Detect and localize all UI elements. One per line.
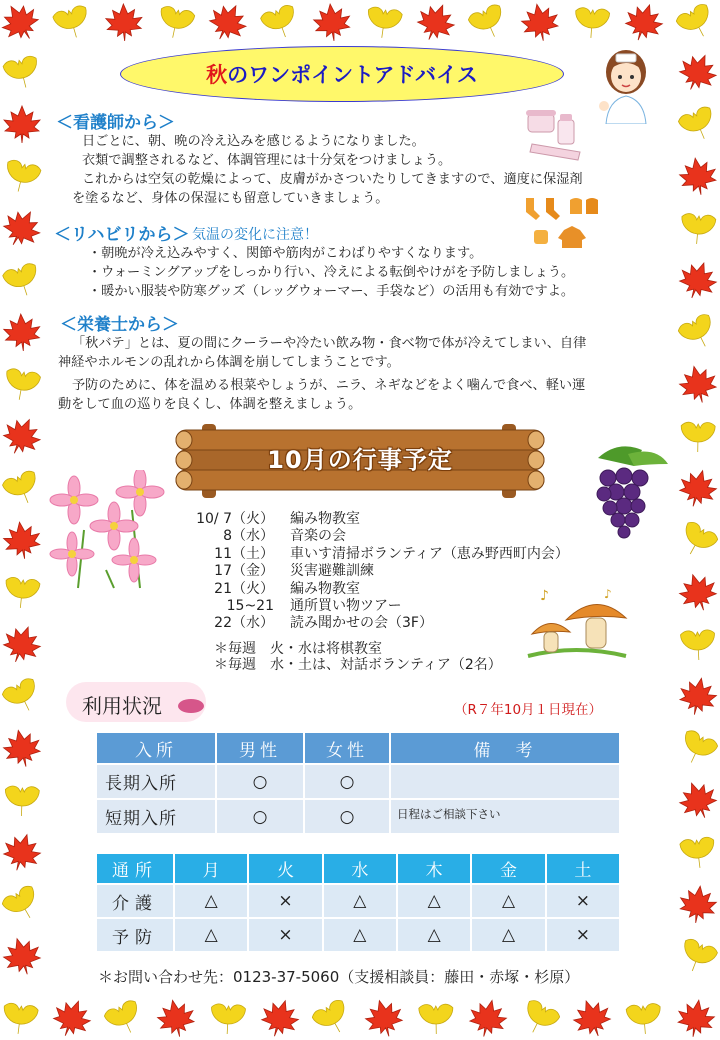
title-autumn-char: 秋 [206, 63, 228, 87]
event-row [178, 581, 569, 598]
grapes-icon [578, 440, 674, 540]
ginkgo-leaf-icon [572, 2, 612, 42]
cosmos-flowers-icon [44, 470, 174, 590]
event-date: 22（水） [214, 615, 274, 632]
table-header: 土 [546, 853, 620, 884]
maple-leaf-icon [2, 936, 42, 976]
ginkgo-leaf-icon [2, 884, 42, 924]
warm-clothing-icon [520, 194, 600, 250]
nurse-line-1: 日ごとに、朝、晩の冷え込みを感じるようになりました。 [82, 134, 425, 149]
ginkgo-leaf-icon [364, 2, 404, 42]
table-cell: × [248, 884, 322, 918]
maple-leaf-icon [2, 832, 42, 872]
event-name: 車いす清掃ボランティア（恵み野西町内会） [290, 545, 569, 562]
skincare-cream-icon [522, 104, 592, 164]
table-row [96, 918, 620, 952]
diet-line-1: 「秋バテ」とは、夏の間にクーラーや冷たい飲み物・食べ物で体が冷えてしまい、自律 [72, 336, 587, 351]
table-header: 男性 [216, 732, 304, 764]
maple-leaf-icon [678, 884, 718, 924]
table-cell: × [248, 918, 322, 952]
maple-leaf-icon [678, 52, 718, 92]
ginkgo-leaf-icon [416, 998, 456, 1038]
day-service-table [95, 852, 621, 953]
event-row [178, 615, 569, 632]
ginkgo-leaf-icon [2, 572, 42, 612]
diet-line-3: 予防のために、体を温める根菜やしょうが、ニラ、ネギなどをよく噛んで食べ、軽い運 [72, 378, 586, 393]
diet-line-2: 神経やホルモンの乱れから体調を崩してしまうことです。 [58, 355, 400, 370]
maple-leaf-icon [2, 416, 42, 456]
maple-leaf-icon [104, 2, 144, 42]
event-date: 17（金） [214, 563, 274, 580]
ginkgo-leaf-icon [2, 52, 42, 92]
maple-leaf-icon [2, 104, 42, 144]
event-name: 音楽の会 [290, 528, 346, 545]
table-cell: 予防 [96, 918, 174, 952]
event-schedule [178, 511, 569, 633]
maple-leaf-icon [678, 780, 718, 820]
ginkgo-leaf-icon [520, 998, 560, 1038]
ginkgo-leaf-icon [678, 208, 718, 248]
maple-leaf-icon [2, 208, 42, 248]
table-cell: △ [174, 884, 248, 918]
ginkgo-leaf-icon [260, 2, 300, 42]
table-cell: △ [323, 918, 397, 952]
table-row [96, 799, 620, 834]
maple-leaf-icon [260, 998, 300, 1038]
table-header: 入所 [96, 732, 216, 764]
table-cell: ○ [216, 764, 304, 799]
ginkgo-leaf-icon [312, 998, 352, 1038]
event-row [178, 546, 569, 563]
remark-cell: 日程はご相談下さい [390, 799, 620, 834]
table-cell: △ [323, 884, 397, 918]
table-header: 備 考 [390, 732, 620, 764]
table-header: 通所 [96, 853, 174, 884]
maple-leaf-icon [416, 2, 456, 42]
rehab-bullet-2: ・ウォーミングアップをしっかり行い、冷えによる転倒やけがを予防しましょう。 [88, 265, 575, 280]
ginkgo-leaf-icon [156, 2, 196, 42]
table-cell: △ [397, 918, 471, 952]
event-name: 通所買い物ツアー [290, 598, 402, 615]
dietitian-heading: ＜栄養士から＞ [60, 315, 179, 335]
ginkgo-leaf-icon [468, 2, 508, 42]
title-rest: のワンポイントアドバイス [227, 63, 478, 87]
ginkgo-leaf-icon [52, 2, 92, 42]
event-row [178, 511, 569, 528]
residential-table [95, 731, 621, 835]
table-row [96, 884, 620, 918]
ginkgo-leaf-icon [678, 936, 718, 976]
status-title: 利用状況 [82, 694, 162, 718]
events-title: 10月の行事予定 [267, 446, 453, 474]
table-cell: △ [174, 918, 248, 952]
table-header: 女性 [304, 732, 390, 764]
table-header: 火 [248, 853, 322, 884]
event-date: 21（火） [214, 580, 274, 597]
table-cell: 介護 [96, 884, 174, 918]
ginkgo-leaf-icon [678, 624, 718, 664]
table-header: 金 [471, 853, 545, 884]
event-date: 11（土） [214, 545, 274, 562]
maple-leaf-icon [312, 2, 352, 42]
event-name: 災害避難訓練 [290, 563, 374, 580]
maple-leaf-icon [572, 998, 612, 1038]
table-cell: ○ [216, 799, 304, 834]
table-row [96, 764, 620, 799]
table-header: 月 [174, 853, 248, 884]
ginkgo-leaf-icon [2, 780, 42, 820]
ginkgo-leaf-icon [678, 312, 718, 352]
table-header: 水 [323, 853, 397, 884]
maple-leaf-icon [678, 156, 718, 196]
maple-leaf-icon [678, 364, 718, 404]
nurse-line-2: 衣類で調整されるなど、体調管理には十分気をつけましょう。 [82, 153, 452, 168]
event-row [178, 598, 569, 615]
contact-info: ＊お問い合わせ先：0123-37-5060（支援相談員：藤田・赤塚・杉原） [98, 968, 580, 986]
ginkgo-leaf-icon [0, 998, 40, 1038]
event-row [178, 528, 569, 545]
maple-leaf-icon [0, 2, 40, 42]
as-of-date: （R７年10月１日現在） [454, 702, 603, 718]
sweet-potato-icon [176, 696, 206, 716]
rehab-bullet-3: ・暖かい服装や防寒グッズ（レッグウォーマー、手袋など）の活用も有効ですよ。 [88, 284, 575, 299]
maple-leaf-icon [364, 998, 404, 1038]
maple-leaf-icon [52, 998, 92, 1038]
table-header-row [96, 732, 620, 764]
maple-leaf-icon [468, 998, 508, 1038]
ginkgo-leaf-icon [678, 728, 718, 768]
maple-leaf-icon [678, 260, 718, 300]
maple-leaf-icon [520, 2, 560, 42]
mushrooms-icon [526, 584, 630, 660]
table-cell: 長期入所 [96, 764, 216, 799]
rehab-heading: ＜リハビリから＞ [54, 225, 190, 245]
maple-leaf-icon [2, 624, 42, 664]
ginkgo-leaf-icon [678, 520, 718, 560]
ginkgo-leaf-icon [678, 416, 718, 456]
nurse-heading: ＜看護師から＞ [56, 113, 175, 133]
maple-leaf-icon [2, 312, 42, 352]
ginkgo-leaf-icon [678, 832, 718, 872]
ginkgo-leaf-icon [2, 468, 42, 508]
table-cell [390, 764, 620, 799]
ginkgo-leaf-icon [2, 364, 42, 404]
maple-leaf-icon [156, 998, 196, 1038]
event-date: 8（水） [223, 528, 274, 545]
nurse-line-4: を塗るなど、身体の保湿にも留意していきましょう。 [72, 191, 389, 206]
table-cell: ○ [304, 764, 390, 799]
ginkgo-leaf-icon [2, 260, 42, 300]
event-date: 10/ 7（火） [196, 511, 274, 527]
maple-leaf-icon [678, 572, 718, 612]
table-cell: △ [471, 918, 545, 952]
page-title [120, 46, 564, 102]
weekly-note-1: ＊毎週 火・水は将棋教室 [214, 641, 382, 657]
ginkgo-leaf-icon [676, 2, 716, 42]
table-cell: △ [397, 884, 471, 918]
table-header: 木 [397, 853, 471, 884]
maple-leaf-icon [678, 676, 718, 716]
rehab-bullet-1: ・朝晩が冷え込みやすく、関節や筋肉がこわばりやすくなります。 [88, 246, 483, 261]
diet-line-4: 動をして血の巡りを良くし、体調を整えましょう。 [58, 397, 362, 412]
nurse-illustration-icon [596, 44, 656, 124]
rehab-subheading: 気温の変化に注意！ [192, 227, 318, 243]
event-row [178, 563, 569, 580]
nurse-line-3: これからは空気の乾燥によって、皮膚がかさついたりしてきますので、適度に保湿剤 [82, 172, 583, 187]
maple-leaf-icon [208, 2, 248, 42]
ginkgo-leaf-icon [2, 156, 42, 196]
event-name: 編み物教室 [290, 580, 360, 597]
svg-text:♪: ♪ [604, 587, 612, 601]
table-cell: 短期入所 [96, 799, 216, 834]
ginkgo-leaf-icon [624, 998, 664, 1038]
maple-leaf-icon [676, 998, 716, 1038]
maple-leaf-icon [2, 728, 42, 768]
event-date: 15~21 [226, 598, 274, 615]
ginkgo-leaf-icon [208, 998, 248, 1038]
ginkgo-leaf-icon [104, 998, 144, 1038]
ginkgo-leaf-icon [2, 676, 42, 716]
table-cell: × [546, 918, 620, 952]
ginkgo-leaf-icon [678, 104, 718, 144]
maple-leaf-icon [678, 468, 718, 508]
maple-leaf-icon [624, 2, 664, 42]
maple-leaf-icon [2, 520, 42, 560]
table-header-row [96, 853, 620, 884]
weekly-note-2: ＊毎週 水・土は、対話ボランティア（2名） [214, 657, 502, 673]
table-cell: ○ [304, 799, 390, 834]
event-name: 編み物教室 [290, 511, 360, 527]
table-cell: △ [471, 884, 545, 918]
table-cell: × [546, 884, 620, 918]
svg-text:♪: ♪ [540, 588, 549, 604]
event-name: 読み聞かせの会（3F） [290, 615, 433, 632]
